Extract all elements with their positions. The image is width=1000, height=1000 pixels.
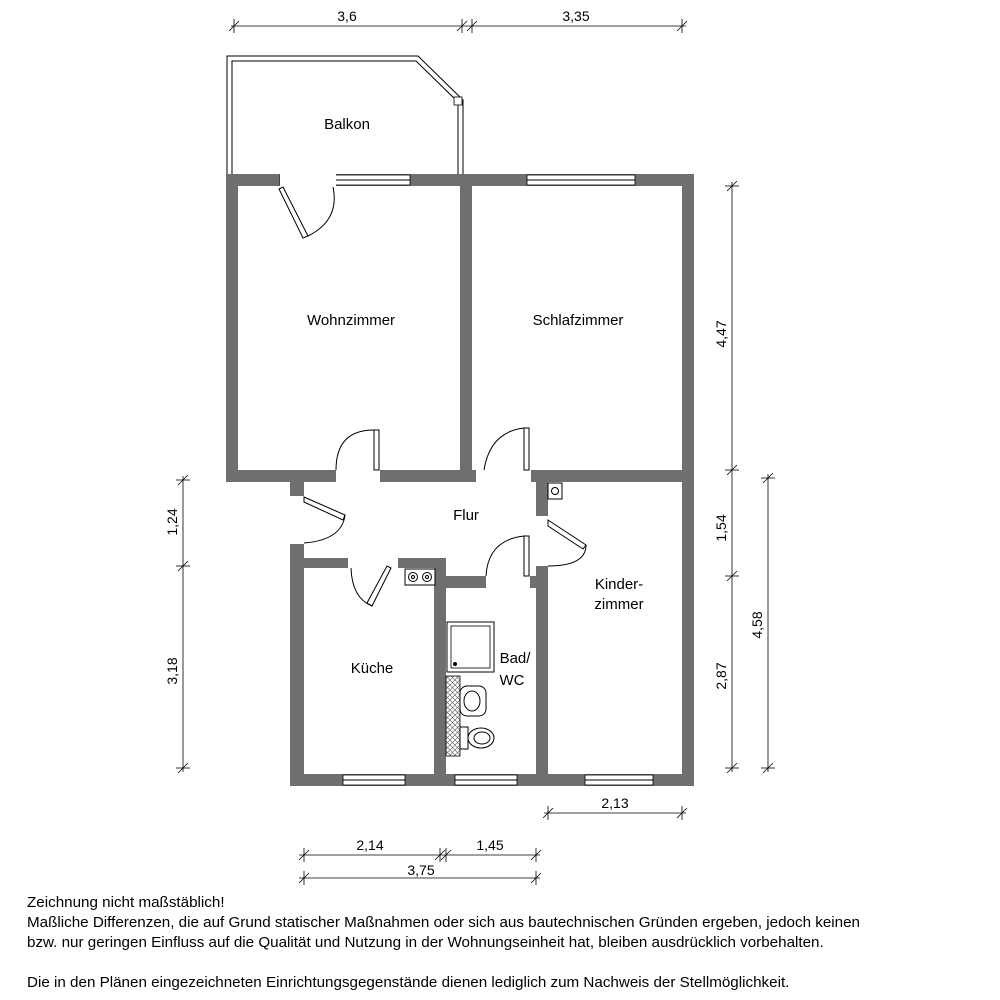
- door-bad: [486, 536, 530, 588]
- dim-left-upper: 1,24: [164, 508, 180, 536]
- room-balkon: Balkon: [324, 116, 370, 133]
- dim-bottom-kinder: 2,13: [601, 795, 629, 811]
- room-wohnzimmer: Wohnzimmer: [306, 312, 396, 329]
- room-kinderzimmer-line1: Kinder-: [594, 576, 644, 593]
- dim-right-middle: 1,54: [713, 514, 729, 542]
- dim-right-total: 4,58: [749, 611, 765, 639]
- installation-wall: [446, 676, 460, 756]
- room-labels: [307, 116, 644, 689]
- door-kueche: [348, 558, 398, 606]
- note-line-4: Die in den Plänen eingezeichneten Einrichtungsgegenstände dienen lediglich zum Nachweis der Stellmöglichkeit.: [27, 974, 790, 991]
- note-line-2: Maßliche Differenzen, die auf Grund statischer Maßnahmen oder sich aus bautechnischen Gründen ergeben, jedoch keinen: [27, 914, 860, 931]
- stove: [405, 569, 435, 585]
- door-entrance: [290, 496, 345, 544]
- door-wohnzimmer: [336, 430, 380, 482]
- doors: [279, 174, 586, 606]
- dim-bottom-total: 3,75: [407, 862, 435, 878]
- dim-right-lower: 2,87: [713, 662, 729, 690]
- dim-left-lower: 3,18: [164, 657, 180, 685]
- dim-bottom-bad: 1,45: [476, 837, 504, 853]
- sink: [460, 686, 486, 716]
- toilet: [460, 727, 494, 749]
- dim-top-right: 3,35: [562, 8, 590, 24]
- door-schlafzimmer: [481, 428, 531, 482]
- meter-box: [548, 483, 562, 499]
- balcony: [227, 56, 463, 174]
- room-flur: Flur: [453, 507, 479, 524]
- dim-top-left: 3,6: [337, 8, 357, 24]
- disclaimer-notes: [27, 893, 987, 993]
- room-schlafzimmer: Schlafzimmer: [532, 312, 624, 329]
- room-kueche: Küche: [350, 660, 394, 677]
- dim-right-upper: 4,47: [713, 320, 729, 348]
- room-bad-line2: WC: [499, 672, 525, 689]
- room-kinderzimmer-line2: zimmer: [594, 596, 644, 613]
- shower: [447, 622, 494, 672]
- room-bad-line1: Bad/: [499, 650, 531, 667]
- dim-bottom-kueche: 2,14: [356, 837, 384, 853]
- door-kinderzimmer: [536, 516, 586, 566]
- note-line-1: Zeichnung nicht maßstäblich!: [27, 894, 225, 911]
- note-line-3: bzw. nur geringen Einfluss auf die Qualität und Nutzung in der Wohnungseinheit hat, bleiben ausdrücklich vorbehalten.: [27, 934, 824, 951]
- door-balkon: [279, 174, 336, 238]
